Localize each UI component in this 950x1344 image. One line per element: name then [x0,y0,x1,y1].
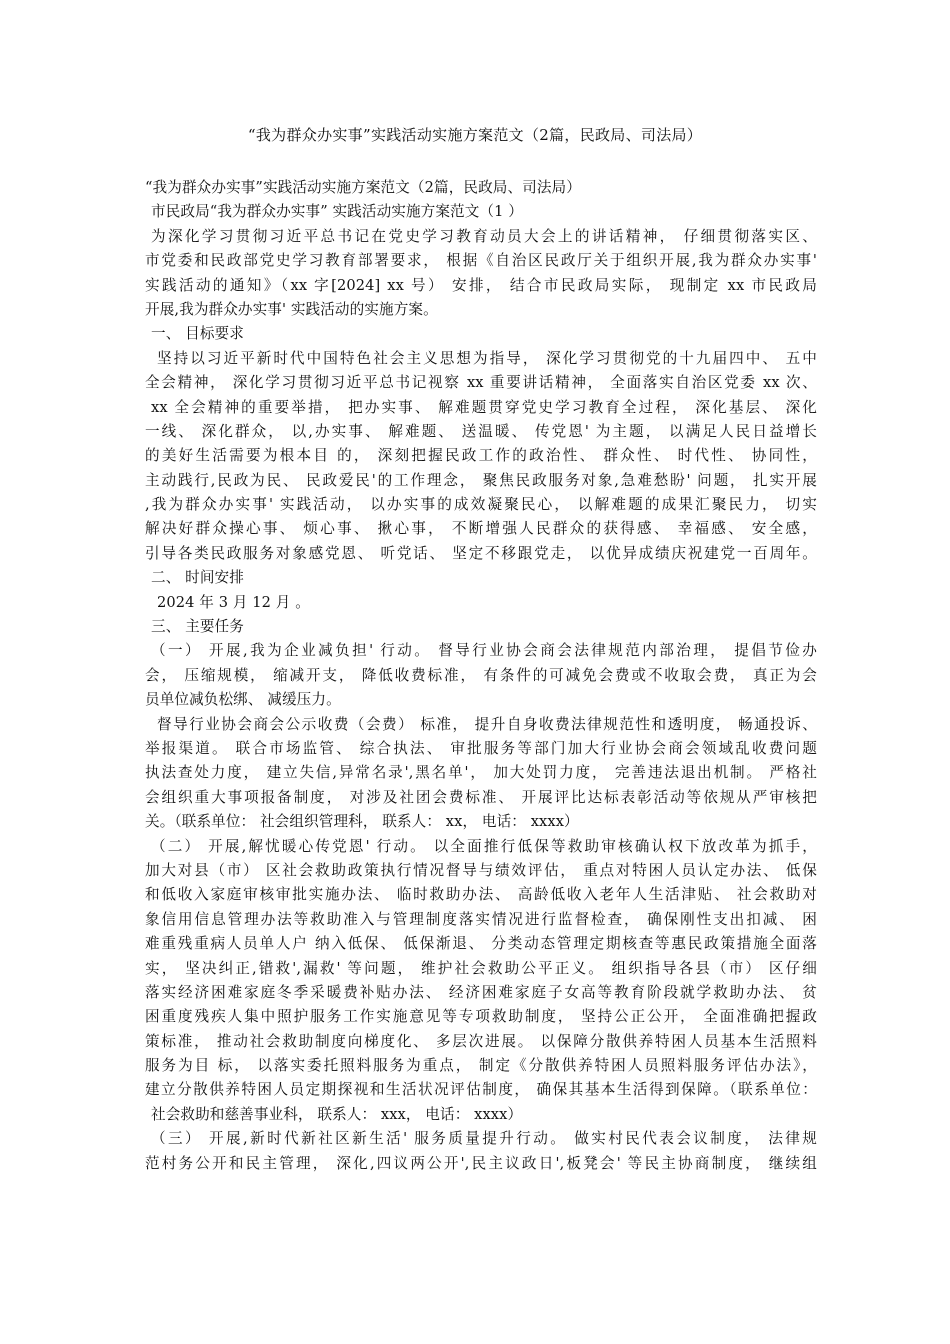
text-line: 难重残重病人员单人户 纳入低保、 低保渐退、 分类动态管理定期核查等惠民政策措施全面落 [145,935,817,953]
text-line: 范村务公开和民主管理， 深化,四议两公开',民主议政日',板凳会' 等民主协商制度， 继续组 [145,1154,817,1172]
text-line: 为深化学习贯彻习近平总书记在党史学习教育动员大会上的讲话精神， 仔细贯彻落实区、 [151,227,817,245]
text-line: 落实经济困难家庭冬季采暖费补贴办法、 经济困难家庭子女高等教育阶段就学救助办法、 贫 [145,983,817,1001]
text-line: 会， 压缩规模， 缩减开支， 降低收费标准， 有条件的可减免会费或不收取会费， 真正为会 [145,666,817,684]
text-line: “我为群众办实事”实践活动实施方案范文（2篇，民政局、司法局） [145,179,581,196]
text-line: 2024 年 3 月 12 月 。 [157,593,310,611]
text-line: 督导行业协会商会公示收费（会费） 标准， 提升自身收费法律规范性和透明度， 畅通投诉、 [157,715,817,733]
text-line: 市党委和民政部党史学习教育部署要求， 根据《自治区民政厅关于组织开展,我为群众办实事' [145,252,817,270]
document-body [145,176,817,1176]
text-line: xx 全会精神的重要举措， 把办实事、 解难题贯穿党史学习教育全过程， 深化基层、 深化 [151,398,817,416]
text-line: 实， 坚决纠正,错救',漏救' 等问题， 维护社会救助公平正义。 组织指导各县（市） 区仔细 [145,959,817,977]
text-line: 举报渠道。 联合市场监管、 综合执法、 审批服务等部门加大行业协会商会领域乱收费问题 [145,739,817,757]
text-line: 引导各类民政服务对象感党恩、 听党话、 坚定不移跟党走， 以优异成绩庆祝建党一百周年。 [145,544,817,562]
text-line: 策标准， 推动社会救助制度向梯度化、 多层次进展。 以保障分散供养特困人员基本生活照料 [145,1032,817,1050]
text-line: 象信用信息管理办法等救助准入与管理制度落实情况进行监督检查， 确保刚性支出扣减、 困 [145,910,817,928]
text-line: 三、 主要任务 [151,618,244,636]
text-line: 困重度残疾人集中照护服务工作实施意见等专项救助制度， 坚持公正公开， 全面准确把握政 [145,1008,817,1026]
text-line: 员单位减负松绑、 减缓压力。 [145,691,341,709]
text-line: 解决好群众操心事、 烦心事、 揪心事， 不断增强人民群众的获得感、 幸福感、 安全感， [145,520,817,538]
text-line: （三） 开展,新时代新社区新生活' 服务质量提升行动。 做实村民代表会议制度， 法律规 [151,1130,817,1148]
text-line: 服务为目 标， 以落实委托照料服务为重点， 制定《分散供养特困人员照料服务评估办法》， [145,1057,817,1075]
text-line: 坚持以习近平新时代中国特色社会主义思想为指导， 深化学习贯彻党的十九届四中、 五中 [157,349,817,367]
document-title: “我为群众办实事”实践活动实施方案范文（2篇，民政局、司法局） [247,126,703,144]
text-line: 开展,我为群众办实事' 实践活动的实施方案。 [145,300,438,318]
text-line: 二、 时间安排 [151,569,244,587]
text-line: 加大对县（市） 区社会救助政策执行情况督导与绩效评估， 重点对特困人员认定办法、 低保 [145,861,817,879]
text-line: （一） 开展,我为企业减负担' 行动。 督导行业协会商会法律规范内部治理， 提倡节俭办 [151,642,817,660]
text-line: 社会救助和慈善事业科， 联系人： xxx， 电话： xxxx） [151,1105,523,1123]
text-line: 全会精神， 深化学习贯彻习近平总书记视察 xx 重要讲话精神， 全面落实自治区党委 xx 次、 [145,374,817,392]
text-line: 一、 目标要求 [151,325,244,343]
text-line: 关。（联系单位： 社会组织管理科， 联系人： xx， 电话： xxxx） [145,813,579,831]
text-line: 市民政局“我为群众办实事” 实践活动实施方案范文（1 ） [151,203,523,221]
text-line: 主动践行,民政为民、 民政爱民'的工作理念， 聚焦民政服务对象,急难愁盼' 问题， 扎实开展 [145,471,817,489]
text-line: 执法查处力度， 建立失信,异常名录',黑名单'， 加大处罚力度， 完善违法退出机制。 严格社 [145,764,817,782]
text-line: 和低收入家庭审核审批实施办法、 临时救助办法、 高龄低收入老年人生活津贴、 社会救助对 [145,886,817,904]
text-line: （二） 开展,解忧暖心传党恩' 行动。 以全面推行低保等救助审核确认权下放改革为抓手， [151,837,817,855]
text-line: 一线、 深化群众， 以,办实事、 解难题、 送温暖、 传党恩' 为主题， 以满足人民日益增长 [145,422,817,440]
text-line: 建立分散供养特困人员定期探视和生活状况评估制度， 确保其基本生活得到保障。（联系单位： [145,1081,817,1099]
text-line: ,我为群众办实事' 实践活动， 以办实事的成效凝聚民心， 以解难题的成果汇聚民力， 切实 [145,496,817,514]
text-line: 会组织重大事项报备制度， 对涉及社团会费标准、 开展评比达标表彰活动等依规从严审核把 [145,788,817,806]
text-line: 实践活动的通知》（xx 字[2024] xx 号） 安排， 结合市民政局实际， 现制定 xx 市民政局 [145,276,817,294]
text-line: 的美好生活需要为根本目 的， 深刻把握民政工作的政治性、 群众性、 时代性、 协同性， [145,447,817,465]
